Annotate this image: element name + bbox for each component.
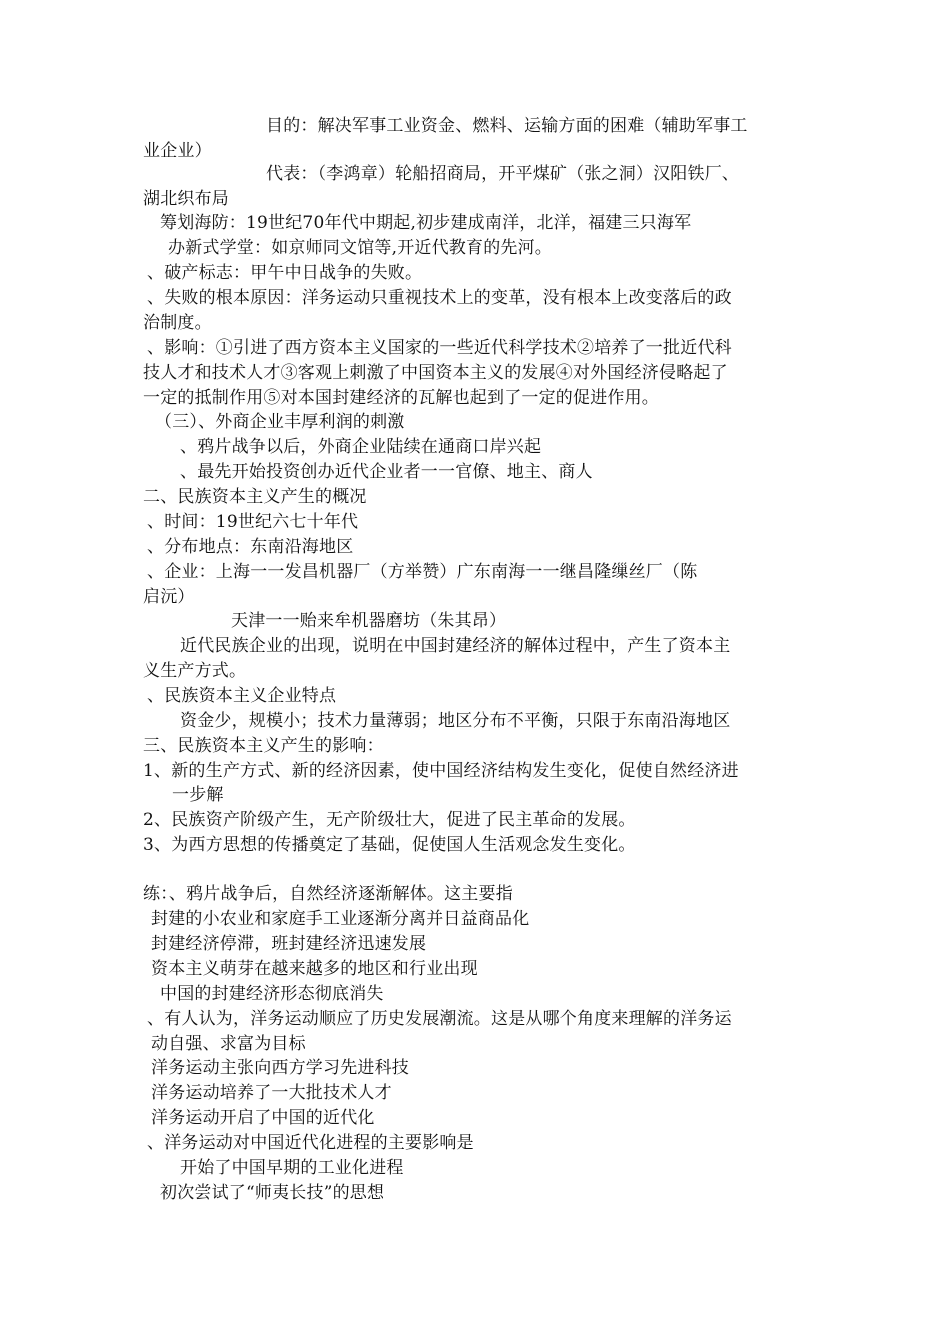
text-line: 治制度。 — [143, 313, 212, 333]
exercise-option: 中国的封建经济形态彻底消失 — [160, 984, 384, 1004]
text-line: 、破产标志：甲午中日战争的失败。 — [147, 263, 423, 283]
text-line: 1、新的生产方式、新的经济因素，使中国经济结构发生变化，促使自然经济进 — [143, 761, 739, 781]
text-line: 、失败的根本原因：洋务运动只重视技术上的变革，没有根本上改变落后的政 — [147, 288, 732, 308]
text-line: 近代民族企业的出现，说明在中国封建经济的解体过程中，产生了资本主 — [180, 636, 731, 656]
text-line: 、影响：①引进了西方资本主义国家的一些近代科学技术②培养了一批近代科 — [147, 338, 732, 358]
text-line: 、分布地点：东南沿海地区 — [147, 537, 354, 557]
text-line: 目的：解决军事工业资金、燃料、运输方面的困难（辅助军事工 — [266, 116, 748, 136]
exercise-option: 开始了中国早期的工业化进程 — [180, 1158, 404, 1178]
text-line: 2、民族资产阶级产生，无产阶级壮大，促进了民主革命的发展。 — [143, 810, 636, 830]
exercise-option: 封建经济停滞，班封建经济迅速发展 — [151, 934, 427, 954]
exercise-question: 、有人认为，洋务运动顺应了历史发展潮流。这是从哪个角度来理解的洋务运 — [147, 1009, 732, 1029]
text-line: 启沅） — [143, 587, 195, 607]
text-line: 技人才和技术人才③客观上刺激了中国资本主义的发展④对外国经济侵略起了 — [143, 363, 728, 383]
text-line: 3、为西方思想的传播奠定了基础，促使国人生活观念发生变化。 — [143, 835, 636, 855]
text-line: 天津一一贻来牟机器磨坊（朱其昂） — [231, 611, 507, 631]
text-line: 资金少，规模小；技术力量薄弱；地区分布不平衡，只限于东南沿海地区 — [180, 711, 731, 731]
exercise-option: 洋务运动主张向西方学习先进科技 — [151, 1058, 409, 1078]
text-line: 代表：（李鸿章）轮船招商局，开平煤矿（张之洞）汉阳铁厂、 — [266, 164, 740, 184]
text-line: 、最先开始投资创办近代企业者一一官僚、地主、商人 — [180, 462, 593, 482]
text-line: 业企业） — [143, 141, 212, 161]
section-heading: 三、民族资本主义产生的影响： — [143, 736, 384, 756]
text-line: 、鸦片战争以后，外商企业陆续在通商口岸兴起 — [180, 437, 542, 457]
text-line: 、企业：上海一一发昌机器厂（方举赞）广东南海一一继昌隆缫丝厂（陈 — [147, 562, 698, 582]
text-line: 一定的抵制作用⑤对本国封建经济的瓦解也起到了一定的促进作用。 — [143, 388, 659, 408]
exercise-option: 初次尝试了“师夷长技”的思想 — [160, 1183, 385, 1203]
exercise-option: 动自强、求富为目标 — [151, 1034, 306, 1054]
text-line: （三）、外商企业丰厚利润的刺激 — [155, 412, 405, 432]
text-line: 办新式学堂：如京师同文馆等,开近代教育的先河。 — [168, 238, 553, 258]
text-line: 湖北织布局 — [143, 189, 229, 209]
text-line: 、民族资本主义企业特点 — [147, 686, 337, 706]
exercise-option: 洋务运动培养了一大批技术人才 — [151, 1083, 392, 1103]
exercise-option: 洋务运动开启了中国的近代化 — [151, 1108, 375, 1128]
exercise-question: 练：、鸦片战争后，自然经济逐渐解体。这主要指 — [143, 884, 513, 904]
exercise-option: 封建的小农业和家庭手工业逐渐分离并日益商品化 — [151, 909, 530, 929]
section-heading: 二、民族资本主义产生的概况 — [143, 487, 367, 507]
text-line: 、时间：19世纪六七十年代 — [147, 512, 359, 532]
exercise-option: 资本主义萌芽在越来越多的地区和行业出现 — [151, 959, 478, 979]
exercise-question: 、洋务运动对中国近代化进程的主要影响是 — [147, 1133, 474, 1153]
text-line: 义生产方式。 — [143, 661, 247, 681]
text-line: 一步解 — [172, 785, 224, 805]
text-line: 筹划海防：19世纪70年代中期起,初步建成南洋，北洋，福建三只海军 — [160, 213, 692, 233]
